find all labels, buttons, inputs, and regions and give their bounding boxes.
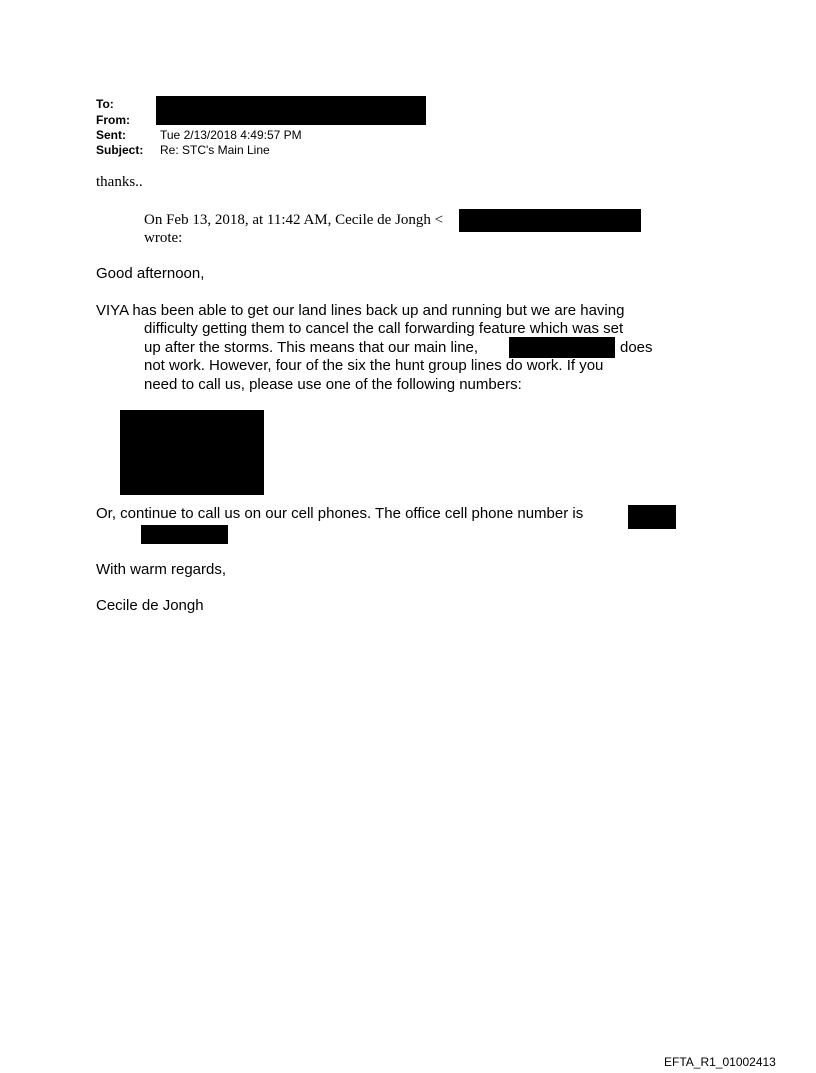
redaction-cell-number-part1 [628, 505, 676, 529]
para1-line4: not work. However, four of the six the hunt group lines do work. If you [144, 357, 604, 374]
para1-line3b: does [620, 339, 653, 356]
subject-label: Subject: [96, 143, 144, 157]
closing: With warm regards, [96, 561, 227, 578]
para2: Or, continue to call us on our cell phones. The office cell phone number is [96, 505, 584, 522]
reply-text: thanks.. [96, 174, 143, 190]
sent-label: Sent: [96, 128, 126, 142]
para1-line1: VIYA has been able to get our land lines back up and running but we are having [96, 302, 625, 319]
redaction-main-line-number [509, 337, 615, 358]
signature: Cecile de Jongh [96, 597, 204, 614]
para1-line5: need to call us, please use one of the following numbers: [144, 376, 522, 393]
sent-value: Tue 2/13/2018 4:49:57 PM [160, 128, 302, 142]
quote-attribution-line2: wrote: [144, 230, 183, 246]
redaction-to-from [156, 96, 426, 125]
redaction-phone-list [120, 410, 264, 495]
from-label: From: [96, 113, 130, 127]
para1-line3a: up after the storms. This means that our main line, [144, 339, 479, 356]
greeting: Good afternoon, [96, 265, 205, 282]
redaction-cell-number-part2 [141, 525, 228, 544]
redaction-email-address [459, 209, 641, 232]
subject-value: Re: STC's Main Line [160, 143, 270, 157]
to-label: To: [96, 97, 114, 111]
quote-attribution-line1: On Feb 13, 2018, at 11:42 AM, Cecile de Jongh < [144, 212, 444, 228]
para1-line2: difficulty getting them to cancel the call forwarding feature which was set [144, 320, 624, 337]
bates-number: EFTA_R1_01002413 [664, 1055, 776, 1069]
